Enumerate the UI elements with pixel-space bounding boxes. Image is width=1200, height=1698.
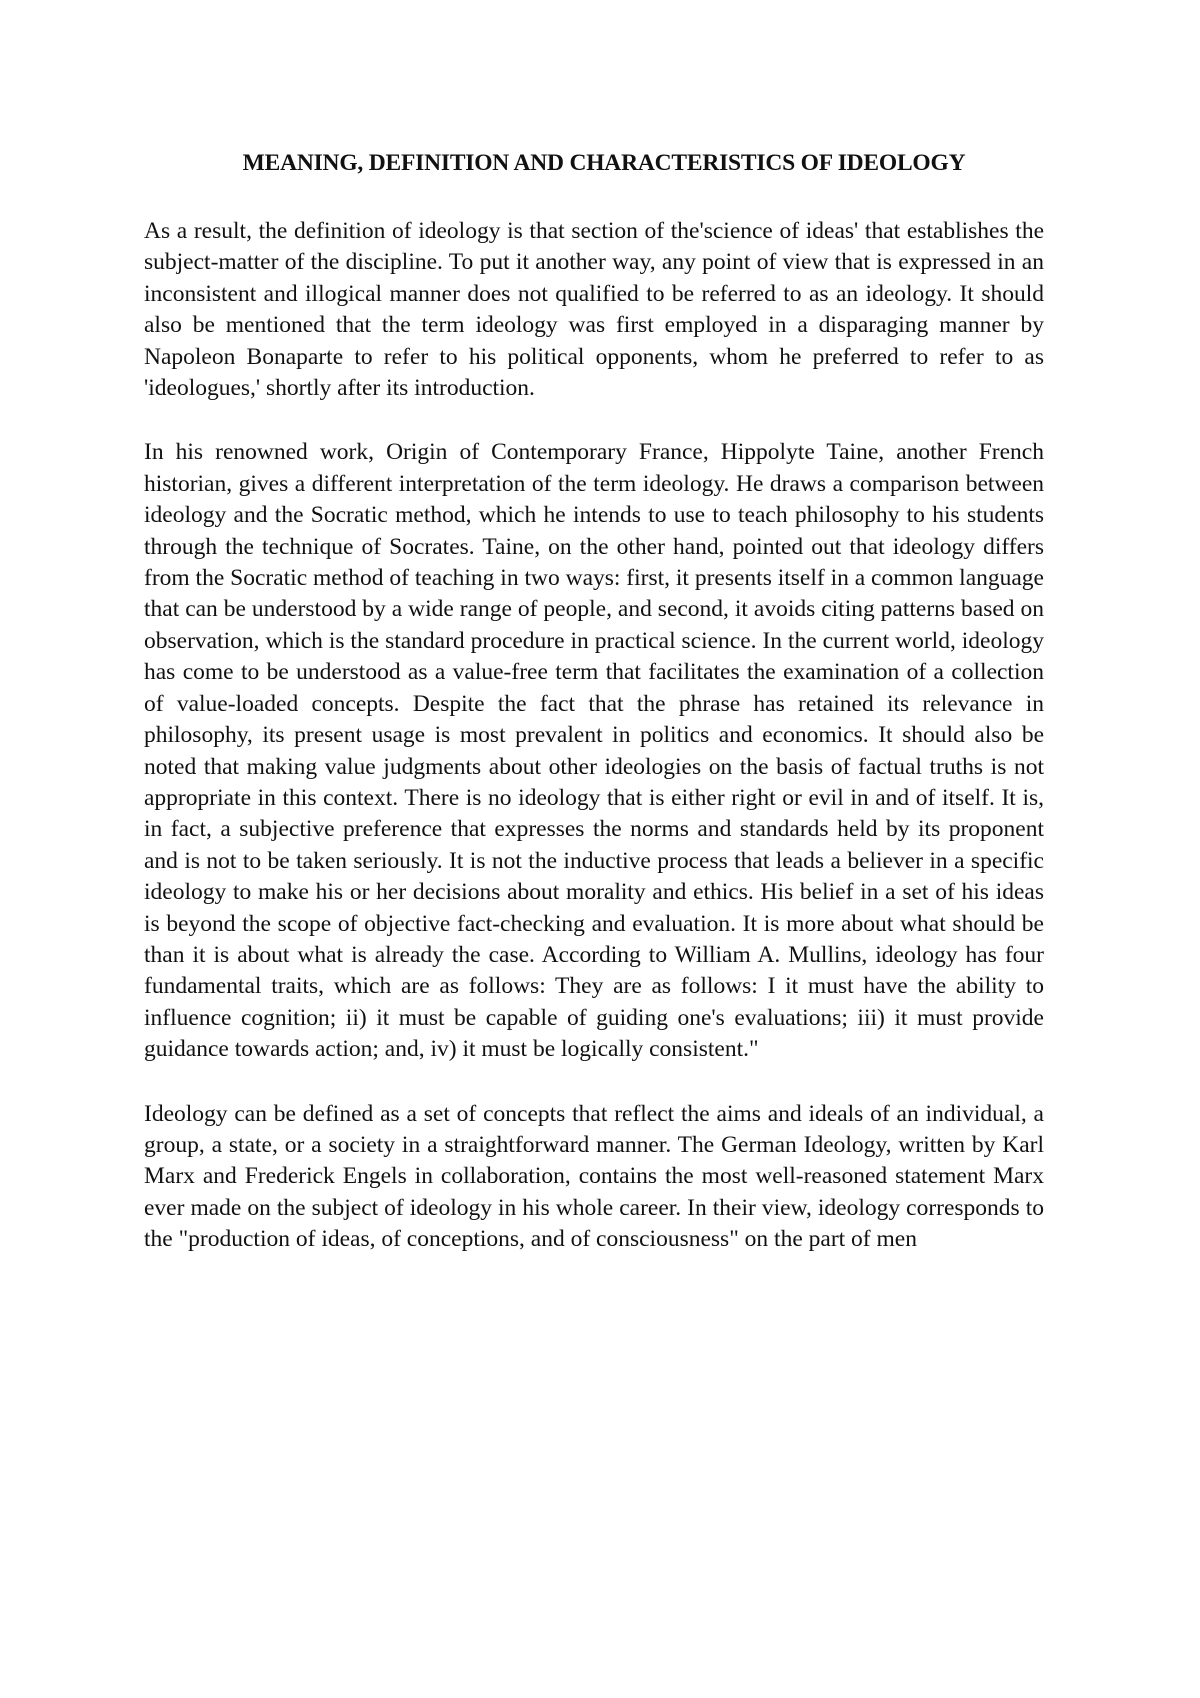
paragraph-2: In his renowned work, Origin of Contemporary France, Hippolyte Taine, another French historian, gives a different interpretation of the term ideology. He draws a comparison between ideology and the Socratic method, which he intends to use to teach philosophy to his students through the technique of Socrates. Taine, on the other hand, pointed out that ideology differs from the Socratic method of teaching in two ways: first, it presents itself in a common language that can be understood by a wide range of people, and second, it avoids citing patterns based on observation, which is the standard procedure in practical science. In the current world, ideology has come to be understood as a value-free term that facilitates the examination of a collection of value-loaded concepts. Despite the fact that the phrase has retained its relevance in philosophy, its present usage is most prevalent in politics and economics. It should also be noted that making value judgments about other ideologies on the basis of factual truths is not appropriate in this context. There is no ideology that is either right or evil in and of itself. It is, in fact, a subjective preference that expresses the norms and standards held by its proponent and is not to be taken seriously. It is not the inductive process that leads a believer in a specific ideology to make his or her decisions about morality and ethics. His belief in a set of his ideas is beyond the scope of objective fact-checking and evaluation. It is more about what should be than it is about what is already the case. According to William A. Mullins, ideology has four fundamental traits, which are as follows: They are as follows: I it must have the ability to influence cognition; ii) it must be capable of guiding one's evaluations; iii) it must provide guidance towards action; and, iv) it must be logically consistent." <box>144 439 1044 1063</box>
document-title: MEANING, DEFINITION AND CHARACTERISTICS OF IDEOLOGY <box>242 150 966 176</box>
paragraph-1: As a result, the definition of ideology is that section of the'science of ideas' that establishes the subject-matter of the discipline. To put it another way, any point of view that is expressed in an inconsistent and illogical manner does not qualified to be referred to as an ideology. It should also be mentioned that the term ideology was first employed in a disparaging manner by Napoleon Bonaparte to refer to his political opponents, whom he preferred to refer to as 'ideologues,' shortly after its introduction. <box>144 218 1044 402</box>
paragraph-3: Ideology can be defined as a set of concepts that reflect the aims and ideals of an individual, a group, a state, or a society in a straightforward manner. The German Ideology, written by Karl Marx and Frederick Engels in collaboration, contains the most well-reasoned statement Marx ever made on the subject of ideology in his whole career. In their view, ideology corresponds to the "production of ideas, of conceptions, and of consciousness" on the part of men <box>144 1100 1044 1253</box>
document-body <box>144 148 1044 1289</box>
